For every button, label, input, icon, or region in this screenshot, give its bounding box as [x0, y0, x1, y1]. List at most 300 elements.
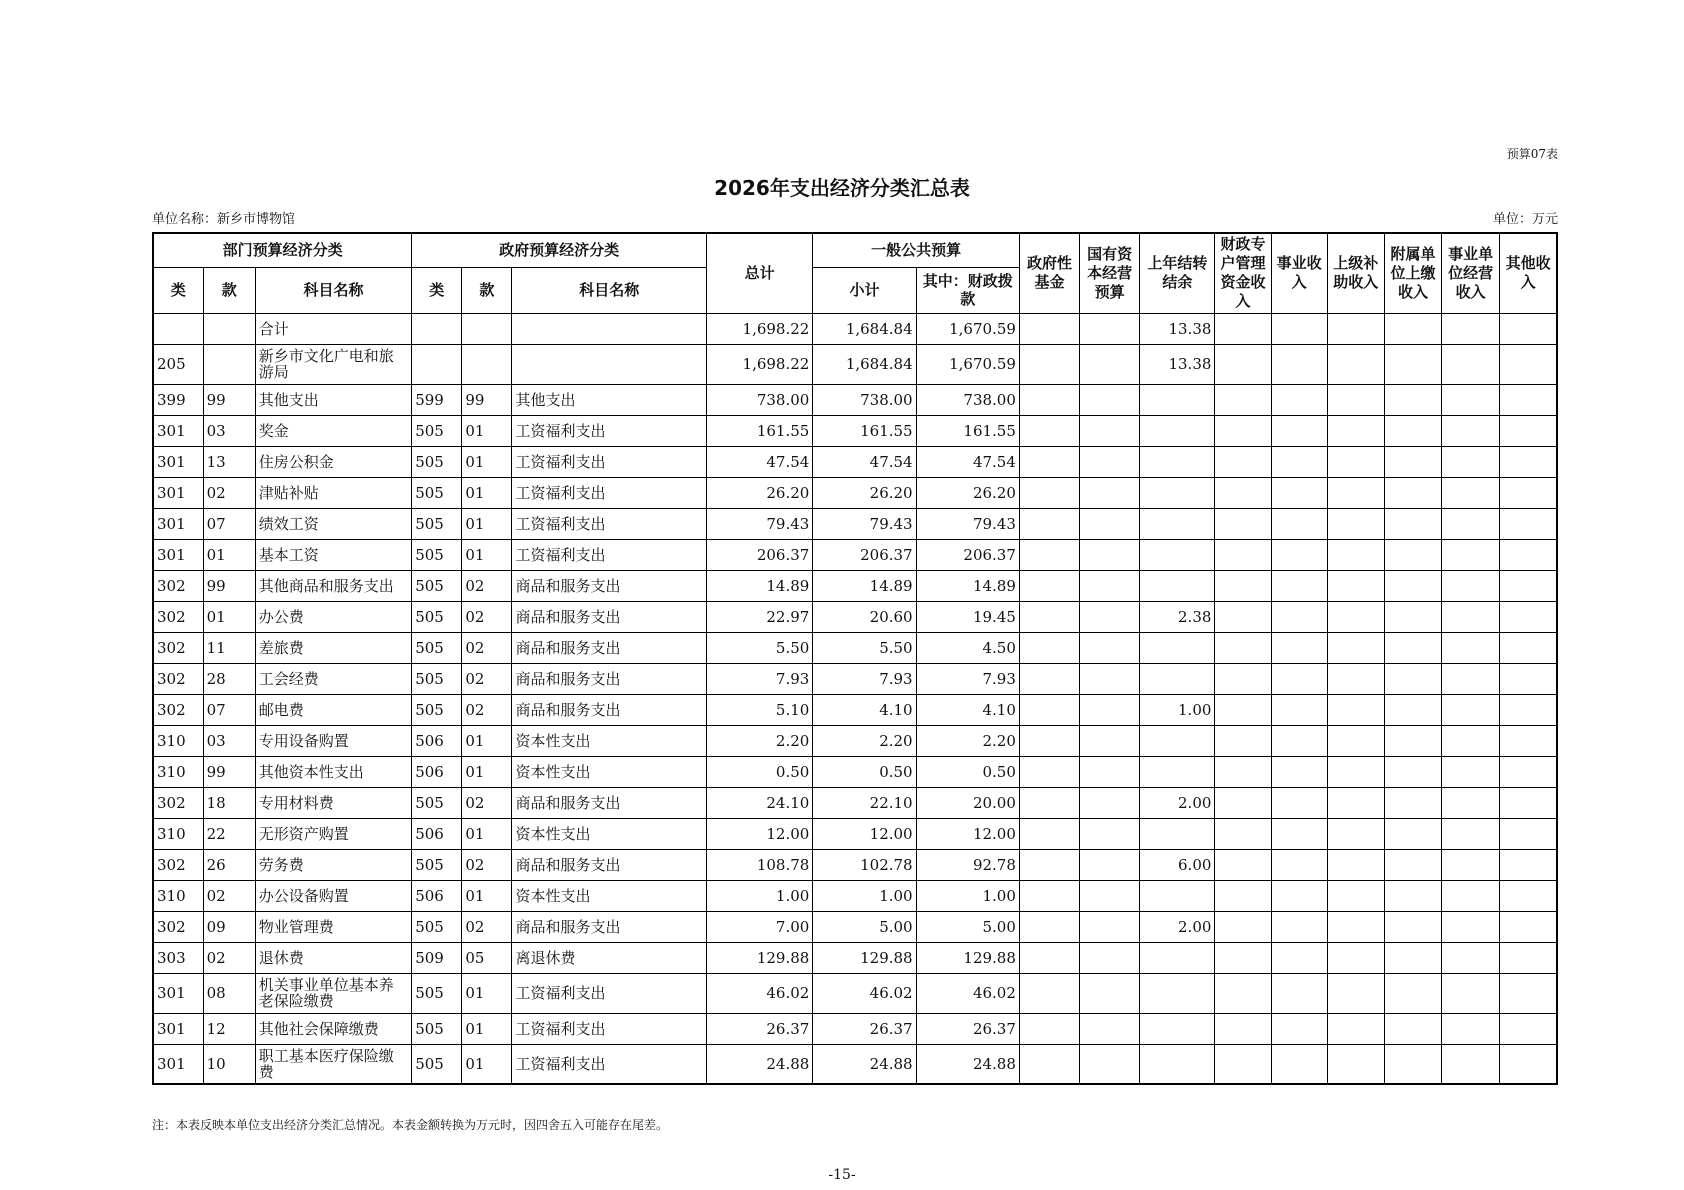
- cell-gov-lei: 505: [412, 787, 462, 818]
- cell-gov-lei: 505: [412, 1013, 462, 1044]
- cell-gov-subject: 资本性支出: [512, 756, 707, 787]
- cell-special-account: [1215, 818, 1271, 849]
- cell-superior-subsidy: [1327, 818, 1384, 849]
- cell-state-capital: [1080, 1044, 1140, 1084]
- cell-dept-kuan: [203, 344, 255, 384]
- cell-dept-lei: 301: [153, 477, 203, 508]
- cell-operating: [1442, 632, 1500, 663]
- header-gov-group: 政府预算经济分类: [412, 233, 707, 267]
- cell-gov-subject: 商品和服务支出: [512, 694, 707, 725]
- cell-gov-kuan: 01: [462, 477, 512, 508]
- cell-superior-subsidy: [1327, 384, 1384, 415]
- cell-total: 26.20: [707, 477, 813, 508]
- cell-superior-subsidy: [1327, 508, 1384, 539]
- cell-dept-kuan: 07: [203, 508, 255, 539]
- header-superior-subsidy: 上级补助收入: [1327, 233, 1384, 313]
- cell-business-income: [1271, 477, 1327, 508]
- cell-other: [1500, 313, 1557, 344]
- cell-state-capital: [1080, 508, 1140, 539]
- cell-subtotal: 20.60: [813, 601, 916, 632]
- cell-business-income: [1271, 663, 1327, 694]
- cell-carryover: [1140, 942, 1215, 973]
- cell-other: [1500, 384, 1557, 415]
- cell-operating: [1442, 818, 1500, 849]
- cell-other: [1500, 539, 1557, 570]
- cell-other: [1500, 818, 1557, 849]
- cell-affiliated: [1384, 1044, 1441, 1084]
- cell-superior-subsidy: [1327, 477, 1384, 508]
- cell-gov-subject: 工资福利支出: [512, 446, 707, 477]
- cell-dept-kuan: 10: [203, 1044, 255, 1084]
- cell-gov-fund: [1019, 1044, 1079, 1084]
- cell-special-account: [1215, 973, 1271, 1013]
- cell-carryover: 2.38: [1140, 601, 1215, 632]
- cell-dept-subject: 劳务费: [255, 849, 411, 880]
- cell-gov-fund: [1019, 539, 1079, 570]
- cell-operating: [1442, 880, 1500, 911]
- header-dept-kuan: 款: [203, 267, 255, 313]
- cell-fiscal: 7.93: [916, 663, 1019, 694]
- table-row: [153, 344, 1557, 384]
- cell-business-income: [1271, 415, 1327, 446]
- cell-dept-kuan: 09: [203, 911, 255, 942]
- cell-carryover: [1140, 539, 1215, 570]
- cell-gov-lei: 505: [412, 694, 462, 725]
- cell-superior-subsidy: [1327, 415, 1384, 446]
- cell-gov-subject: 工资福利支出: [512, 1013, 707, 1044]
- cell-business-income: [1271, 973, 1327, 1013]
- cell-gov-kuan: 01: [462, 973, 512, 1013]
- cell-dept-kuan: 99: [203, 570, 255, 601]
- cell-subtotal: 0.50: [813, 756, 916, 787]
- cell-superior-subsidy: [1327, 787, 1384, 818]
- cell-dept-lei: 205: [153, 344, 203, 384]
- cell-total: 26.37: [707, 1013, 813, 1044]
- cell-special-account: [1215, 1044, 1271, 1084]
- cell-gov-subject: 资本性支出: [512, 880, 707, 911]
- cell-other: [1500, 1013, 1557, 1044]
- cell-carryover: [1140, 446, 1215, 477]
- cell-dept-subject: 基本工资: [255, 539, 411, 570]
- cell-subtotal: 79.43: [813, 508, 916, 539]
- cell-gov-lei: 505: [412, 1044, 462, 1084]
- expenditure-table: [152, 232, 1558, 1085]
- cell-state-capital: [1080, 942, 1140, 973]
- cell-dept-subject: 办公费: [255, 601, 411, 632]
- header-operating: 事业单位经营收入: [1442, 233, 1500, 313]
- cell-business-income: [1271, 632, 1327, 663]
- cell-gov-fund: [1019, 849, 1079, 880]
- cell-dept-kuan: [203, 313, 255, 344]
- table-row: [153, 508, 1557, 539]
- cell-gov-fund: [1019, 756, 1079, 787]
- cell-gov-lei: 505: [412, 508, 462, 539]
- cell-other: [1500, 344, 1557, 384]
- table-row: [153, 539, 1557, 570]
- cell-state-capital: [1080, 570, 1140, 601]
- cell-carryover: 1.00: [1140, 694, 1215, 725]
- table-row: [153, 1013, 1557, 1044]
- cell-dept-kuan: 99: [203, 756, 255, 787]
- cell-gov-fund: [1019, 787, 1079, 818]
- cell-gov-subject: 工资福利支出: [512, 477, 707, 508]
- cell-gov-fund: [1019, 384, 1079, 415]
- cell-gov-lei: 505: [412, 570, 462, 601]
- cell-affiliated: [1384, 880, 1441, 911]
- cell-state-capital: [1080, 911, 1140, 942]
- cell-gov-lei: [412, 344, 462, 384]
- header-state-capital: 国有资本经营预算: [1080, 233, 1140, 313]
- cell-gov-kuan: 01: [462, 818, 512, 849]
- cell-carryover: [1140, 663, 1215, 694]
- table-row: [153, 911, 1557, 942]
- cell-dept-lei: 301: [153, 539, 203, 570]
- cell-operating: [1442, 601, 1500, 632]
- cell-business-income: [1271, 601, 1327, 632]
- cell-gov-lei: 505: [412, 663, 462, 694]
- cell-superior-subsidy: [1327, 313, 1384, 344]
- cell-gov-kuan: 02: [462, 601, 512, 632]
- cell-gov-subject: [512, 313, 707, 344]
- cell-dept-kuan: 99: [203, 384, 255, 415]
- cell-other: [1500, 849, 1557, 880]
- cell-fiscal: 79.43: [916, 508, 1019, 539]
- cell-affiliated: [1384, 849, 1441, 880]
- cell-gov-subject: 其他支出: [512, 384, 707, 415]
- cell-dept-lei: 310: [153, 880, 203, 911]
- cell-state-capital: [1080, 725, 1140, 756]
- cell-gov-fund: [1019, 880, 1079, 911]
- cell-gov-subject: 商品和服务支出: [512, 787, 707, 818]
- cell-superior-subsidy: [1327, 344, 1384, 384]
- cell-superior-subsidy: [1327, 849, 1384, 880]
- cell-business-income: [1271, 570, 1327, 601]
- header-other: 其他收入: [1500, 233, 1557, 313]
- cell-dept-subject: 津贴补贴: [255, 477, 411, 508]
- cell-gov-fund: [1019, 911, 1079, 942]
- cell-subtotal: 161.55: [813, 415, 916, 446]
- cell-carryover: [1140, 725, 1215, 756]
- cell-gov-kuan: 02: [462, 694, 512, 725]
- cell-gov-lei: 505: [412, 539, 462, 570]
- cell-subtotal: 2.20: [813, 725, 916, 756]
- cell-gov-kuan: 01: [462, 756, 512, 787]
- cell-dept-lei: 310: [153, 725, 203, 756]
- cell-other: [1500, 415, 1557, 446]
- cell-carryover: [1140, 415, 1215, 446]
- cell-affiliated: [1384, 415, 1441, 446]
- cell-other: [1500, 1044, 1557, 1084]
- cell-carryover: 2.00: [1140, 787, 1215, 818]
- cell-affiliated: [1384, 756, 1441, 787]
- cell-gov-fund: [1019, 663, 1079, 694]
- cell-state-capital: [1080, 849, 1140, 880]
- cell-gov-kuan: 01: [462, 1044, 512, 1084]
- cell-subtotal: 26.37: [813, 1013, 916, 1044]
- cell-total: 14.89: [707, 570, 813, 601]
- cell-gov-subject: 商品和服务支出: [512, 663, 707, 694]
- cell-operating: [1442, 911, 1500, 942]
- cell-fiscal: 5.00: [916, 911, 1019, 942]
- cell-total: 79.43: [707, 508, 813, 539]
- table-row: [153, 446, 1557, 477]
- cell-subtotal: 206.37: [813, 539, 916, 570]
- cell-dept-subject: 其他商品和服务支出: [255, 570, 411, 601]
- cell-dept-lei: 302: [153, 570, 203, 601]
- cell-dept-subject: 其他资本性支出: [255, 756, 411, 787]
- cell-carryover: [1140, 477, 1215, 508]
- cell-operating: [1442, 446, 1500, 477]
- cell-special-account: [1215, 1013, 1271, 1044]
- cell-state-capital: [1080, 601, 1140, 632]
- cell-dept-lei: 301: [153, 1013, 203, 1044]
- cell-fiscal: 1,670.59: [916, 313, 1019, 344]
- cell-state-capital: [1080, 756, 1140, 787]
- cell-special-account: [1215, 880, 1271, 911]
- cell-other: [1500, 601, 1557, 632]
- cell-subtotal: 12.00: [813, 818, 916, 849]
- cell-gov-fund: [1019, 415, 1079, 446]
- table-row: [153, 570, 1557, 601]
- cell-special-account: [1215, 942, 1271, 973]
- cell-other: [1500, 508, 1557, 539]
- cell-dept-lei: 301: [153, 446, 203, 477]
- table-row: [153, 313, 1557, 344]
- cell-gov-fund: [1019, 446, 1079, 477]
- cell-special-account: [1215, 539, 1271, 570]
- cell-affiliated: [1384, 1013, 1441, 1044]
- page-number: -15-: [828, 1167, 856, 1183]
- cell-affiliated: [1384, 508, 1441, 539]
- cell-business-income: [1271, 942, 1327, 973]
- cell-total: 161.55: [707, 415, 813, 446]
- cell-carryover: [1140, 1044, 1215, 1084]
- cell-state-capital: [1080, 694, 1140, 725]
- cell-total: 46.02: [707, 973, 813, 1013]
- cell-superior-subsidy: [1327, 1044, 1384, 1084]
- cell-gov-subject: 工资福利支出: [512, 1044, 707, 1084]
- cell-special-account: [1215, 313, 1271, 344]
- cell-business-income: [1271, 1044, 1327, 1084]
- cell-other: [1500, 756, 1557, 787]
- cell-gov-fund: [1019, 344, 1079, 384]
- cell-gov-lei: 505: [412, 415, 462, 446]
- header-total: 总计: [707, 233, 813, 313]
- cell-gov-fund: [1019, 818, 1079, 849]
- cell-operating: [1442, 663, 1500, 694]
- cell-gov-subject: 工资福利支出: [512, 508, 707, 539]
- cell-dept-subject: 机关事业单位基本养老保险缴费: [255, 973, 411, 1013]
- cell-total: 1,698.22: [707, 344, 813, 384]
- cell-superior-subsidy: [1327, 601, 1384, 632]
- cell-dept-subject: 专用材料费: [255, 787, 411, 818]
- cell-state-capital: [1080, 446, 1140, 477]
- header-dept-lei: 类: [153, 267, 203, 313]
- cell-special-account: [1215, 756, 1271, 787]
- cell-fiscal: 1.00: [916, 880, 1019, 911]
- cell-special-account: [1215, 570, 1271, 601]
- cell-fiscal: 14.89: [916, 570, 1019, 601]
- cell-fiscal: 20.00: [916, 787, 1019, 818]
- cell-affiliated: [1384, 911, 1441, 942]
- cell-operating: [1442, 415, 1500, 446]
- cell-other: [1500, 663, 1557, 694]
- cell-dept-kuan: 02: [203, 477, 255, 508]
- cell-carryover: [1140, 818, 1215, 849]
- cell-gov-subject: 工资福利支出: [512, 539, 707, 570]
- cell-subtotal: 1,684.84: [813, 344, 916, 384]
- cell-gov-subject: 资本性支出: [512, 725, 707, 756]
- cell-business-income: [1271, 787, 1327, 818]
- cell-gov-lei: 506: [412, 756, 462, 787]
- cell-total: 2.20: [707, 725, 813, 756]
- cell-affiliated: [1384, 632, 1441, 663]
- table-number: 预算07表: [1506, 147, 1558, 161]
- cell-other: [1500, 911, 1557, 942]
- cell-special-account: [1215, 415, 1271, 446]
- cell-operating: [1442, 1044, 1500, 1084]
- cell-affiliated: [1384, 384, 1441, 415]
- unit-label: 单位：万元: [1492, 212, 1558, 227]
- cell-gov-lei: 505: [412, 849, 462, 880]
- cell-gov-fund: [1019, 1013, 1079, 1044]
- table-row: [153, 880, 1557, 911]
- cell-subtotal: 1,684.84: [813, 313, 916, 344]
- cell-affiliated: [1384, 570, 1441, 601]
- cell-subtotal: 47.54: [813, 446, 916, 477]
- cell-subtotal: 46.02: [813, 973, 916, 1013]
- cell-business-income: [1271, 880, 1327, 911]
- cell-state-capital: [1080, 539, 1140, 570]
- page-title: 2026年支出经济分类汇总表: [714, 176, 970, 200]
- cell-state-capital: [1080, 477, 1140, 508]
- table-row: [153, 942, 1557, 973]
- cell-gov-lei: 505: [412, 601, 462, 632]
- cell-gov-kuan: 01: [462, 415, 512, 446]
- cell-gov-subject: 商品和服务支出: [512, 570, 707, 601]
- cell-dept-subject: 职工基本医疗保险缴费: [255, 1044, 411, 1084]
- cell-carryover: [1140, 880, 1215, 911]
- cell-gov-kuan: 02: [462, 632, 512, 663]
- cell-dept-subject: 办公设备购置: [255, 880, 411, 911]
- cell-gov-lei: 506: [412, 818, 462, 849]
- header-gov-kuan: 款: [462, 267, 512, 313]
- cell-dept-lei: 302: [153, 787, 203, 818]
- cell-business-income: [1271, 313, 1327, 344]
- cell-gov-subject: 商品和服务支出: [512, 632, 707, 663]
- cell-operating: [1442, 942, 1500, 973]
- cell-dept-kuan: 13: [203, 446, 255, 477]
- cell-dept-kuan: 07: [203, 694, 255, 725]
- cell-gov-lei: 505: [412, 632, 462, 663]
- cell-gov-subject: 商品和服务支出: [512, 911, 707, 942]
- cell-affiliated: [1384, 663, 1441, 694]
- cell-dept-lei: 301: [153, 1044, 203, 1084]
- cell-dept-lei: 399: [153, 384, 203, 415]
- table-row: [153, 477, 1557, 508]
- cell-gov-fund: [1019, 725, 1079, 756]
- cell-fiscal: 129.88: [916, 942, 1019, 973]
- cell-total: 47.54: [707, 446, 813, 477]
- cell-superior-subsidy: [1327, 539, 1384, 570]
- cell-operating: [1442, 694, 1500, 725]
- cell-operating: [1442, 313, 1500, 344]
- cell-superior-subsidy: [1327, 446, 1384, 477]
- cell-dept-lei: 301: [153, 973, 203, 1013]
- cell-total: 5.50: [707, 632, 813, 663]
- table-row: [153, 849, 1557, 880]
- cell-gov-fund: [1019, 508, 1079, 539]
- cell-dept-subject: 专用设备购置: [255, 725, 411, 756]
- cell-gov-subject: 商品和服务支出: [512, 849, 707, 880]
- cell-dept-kuan: 26: [203, 849, 255, 880]
- cell-affiliated: [1384, 446, 1441, 477]
- header-fiscal: 其中：财政拨款: [916, 267, 1019, 313]
- cell-dept-kuan: 03: [203, 725, 255, 756]
- cell-superior-subsidy: [1327, 756, 1384, 787]
- table-row: [153, 694, 1557, 725]
- header-dept-subject: 科目名称: [255, 267, 411, 313]
- cell-state-capital: [1080, 973, 1140, 1013]
- cell-gov-fund: [1019, 601, 1079, 632]
- cell-other: [1500, 694, 1557, 725]
- cell-dept-kuan: 22: [203, 818, 255, 849]
- cell-special-account: [1215, 344, 1271, 384]
- cell-dept-subject: 合计: [255, 313, 411, 344]
- cell-other: [1500, 787, 1557, 818]
- cell-subtotal: 22.10: [813, 787, 916, 818]
- cell-total: 24.88: [707, 1044, 813, 1084]
- cell-special-account: [1215, 911, 1271, 942]
- cell-affiliated: [1384, 601, 1441, 632]
- cell-gov-kuan: [462, 313, 512, 344]
- cell-subtotal: 5.50: [813, 632, 916, 663]
- cell-dept-kuan: 01: [203, 539, 255, 570]
- cell-fiscal: 26.20: [916, 477, 1019, 508]
- cell-state-capital: [1080, 787, 1140, 818]
- cell-carryover: 13.38: [1140, 313, 1215, 344]
- cell-fiscal: 1,670.59: [916, 344, 1019, 384]
- cell-business-income: [1271, 911, 1327, 942]
- cell-subtotal: 26.20: [813, 477, 916, 508]
- cell-other: [1500, 880, 1557, 911]
- cell-state-capital: [1080, 384, 1140, 415]
- cell-gov-fund: [1019, 477, 1079, 508]
- cell-dept-lei: 302: [153, 601, 203, 632]
- cell-subtotal: 14.89: [813, 570, 916, 601]
- cell-affiliated: [1384, 344, 1441, 384]
- cell-dept-lei: [153, 313, 203, 344]
- cell-carryover: 6.00: [1140, 849, 1215, 880]
- cell-operating: [1442, 477, 1500, 508]
- table-row: [153, 1044, 1557, 1084]
- cell-operating: [1442, 539, 1500, 570]
- cell-fiscal: 92.78: [916, 849, 1019, 880]
- unit-name: 单位名称：新乡市博物馆: [152, 212, 296, 227]
- cell-fiscal: 161.55: [916, 415, 1019, 446]
- cell-superior-subsidy: [1327, 911, 1384, 942]
- cell-dept-lei: 302: [153, 911, 203, 942]
- cell-dept-kuan: 01: [203, 601, 255, 632]
- cell-total: 738.00: [707, 384, 813, 415]
- cell-operating: [1442, 787, 1500, 818]
- cell-dept-kuan: 28: [203, 663, 255, 694]
- cell-operating: [1442, 384, 1500, 415]
- cell-business-income: [1271, 344, 1327, 384]
- cell-dept-subject: 新乡市文化广电和旅游局: [255, 344, 411, 384]
- cell-dept-lei: 302: [153, 663, 203, 694]
- cell-total: 22.97: [707, 601, 813, 632]
